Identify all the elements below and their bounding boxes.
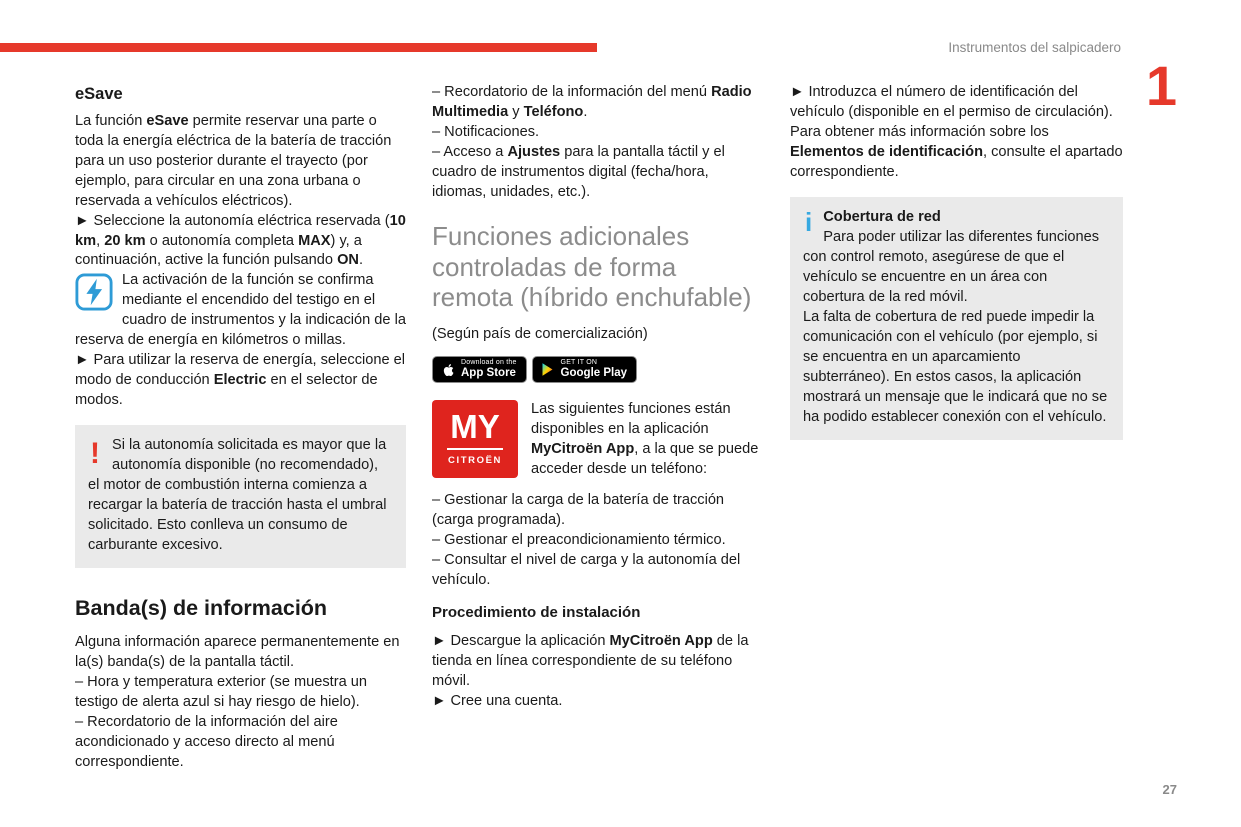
- paragraph: ► Cree una cuenta.: [432, 693, 563, 710]
- indicator-text: La activación de la función se confirma mediante el encendido del testigo en el cuadro de instrumentos y la indicación de la reserva de energía en kilómetros o millas.: [75, 272, 406, 349]
- list-item: – Gestionar la carga de la batería de tracción (carga programada).: [432, 491, 725, 528]
- esave-heading: eSave: [75, 85, 123, 103]
- paragraph: ► Introduzca el número de identificación del vehículo (disponible en el permiso de circulación).: [790, 84, 1113, 120]
- badge-line1: Download on the: [461, 359, 517, 367]
- apple-logo-icon: [440, 361, 455, 378]
- warning-text: Si la autonomía solicitada es mayor que la autonomía disponible (no recomendado), el motor de combustión interna comienza a recargar la batería de tracción hasta el umbral solicitado. Esto conlleva un consumo de carburante excesivo.: [88, 437, 387, 554]
- info-box-title: Cobertura de red: [823, 208, 941, 225]
- logo-text-my: MY: [450, 408, 500, 446]
- column-1: [75, 83, 406, 773]
- list-item: – Gestionar el preacondicionamiento térmico.: [432, 531, 726, 548]
- warning-icon: !: [90, 437, 100, 471]
- section-heading-funciones: Funciones adicionales controladas de forma remota (híbrido enchufable): [432, 220, 752, 313]
- availability-note: (Según país de comercialización): [432, 325, 648, 342]
- paragraph: La función eSave permite reservar una parte o toda la energía eléctrica de la batería de tracción para un uso posterior durante el trayecto (por ejemplo, para circular en una zona urbana o reservada a vehículos eléctricos).: [75, 112, 392, 209]
- chapter-number: 1: [1145, 54, 1177, 117]
- info-box-text: Para poder utilizar las diferentes funciones con control remoto, asegúrese de que el vehículo se encuentre en un área con cobertura de la red móvil.: [803, 228, 1100, 305]
- mycitroen-logo: [432, 400, 518, 478]
- paragraph: Para obtener más información sobre los Elementos de identificación, consulte el apartado correspondiente.: [790, 123, 1123, 180]
- badge-line2: App Store: [461, 366, 516, 379]
- info-box-text: La falta de cobertura de red puede impedir la comunicación con el vehículo (por ejemplo, si se encuentra en un aparcamiento subterráneo). En estos casos, la aplicación mostrará un mensaje que le indicará que no se ha podido establecer conexión con el vehículo.: [803, 308, 1108, 425]
- paragraph: Las siguientes funciones están disponibles en la aplicación MyCitroën App, a la que se puede acceder desde un teléfono:: [531, 400, 759, 477]
- list-item: – Acceso a Ajustes para la pantalla táctil y el cuadro de instrumentos digital (fecha/hora, idiomas, unidades, etc.).: [432, 143, 725, 200]
- badge-line2: Google Play: [560, 366, 628, 379]
- esave-warning-lamp-icon: [75, 273, 113, 311]
- paragraph: ► Descargue la aplicación MyCitroën App de la tienda en línea correspondiente de su teléfono móvil.: [432, 633, 749, 690]
- logo-divider: [447, 448, 503, 450]
- list-item: – Recordatorio de la información del aire acondicionado y acceso directo al menú correspondiente.: [75, 713, 338, 770]
- section-heading-bandas: Banda(s) de información: [75, 596, 328, 621]
- warning-box: [75, 425, 406, 568]
- column-2: [432, 83, 762, 712]
- header-accent-bar: [0, 43, 597, 52]
- column-3: [790, 83, 1123, 440]
- paragraph: ► Para utilizar la reserva de energía, seleccione el modo de conducción Electric en el selector de modos.: [75, 352, 405, 409]
- play-triangle-icon: [540, 362, 555, 377]
- list-item: – Hora y temperatura exterior (se muestra un testigo de alerta azul si hay riesgo de hielo).: [75, 673, 367, 710]
- paragraph: Alguna información aparece permanentemente en la(s) banda(s) de la pantalla táctil.: [75, 633, 400, 670]
- info-box: [790, 197, 1123, 440]
- app-store-badge: [432, 356, 527, 383]
- info-icon: i: [805, 206, 813, 237]
- list-item: – Consultar el nivel de carga y la autonomía del vehículo.: [432, 551, 741, 588]
- running-header: Instrumentos del salpicadero: [948, 40, 1121, 55]
- list-item: – Recordatorio de la información del menú Radio Multimedia y Teléfono.: [432, 84, 752, 120]
- logo-text-citroen: CITROËN: [448, 455, 502, 467]
- store-badges: [432, 356, 762, 383]
- list-item: – Notificaciones.: [432, 123, 540, 140]
- subsection-heading-procedimiento: Procedimiento de instalación: [432, 603, 641, 621]
- indicator-paragraph: [75, 271, 406, 351]
- google-play-badge: [532, 356, 637, 383]
- badge-line1: GET IT ON: [560, 359, 598, 367]
- page-number: 27: [1162, 782, 1177, 797]
- mycitroen-intro: [432, 400, 762, 480]
- paragraph: ► Seleccione la autonomía eléctrica reservada (10 km, 20 km o autonomía completa MAX) y, a continuación, active la función pulsando ON.: [75, 212, 406, 269]
